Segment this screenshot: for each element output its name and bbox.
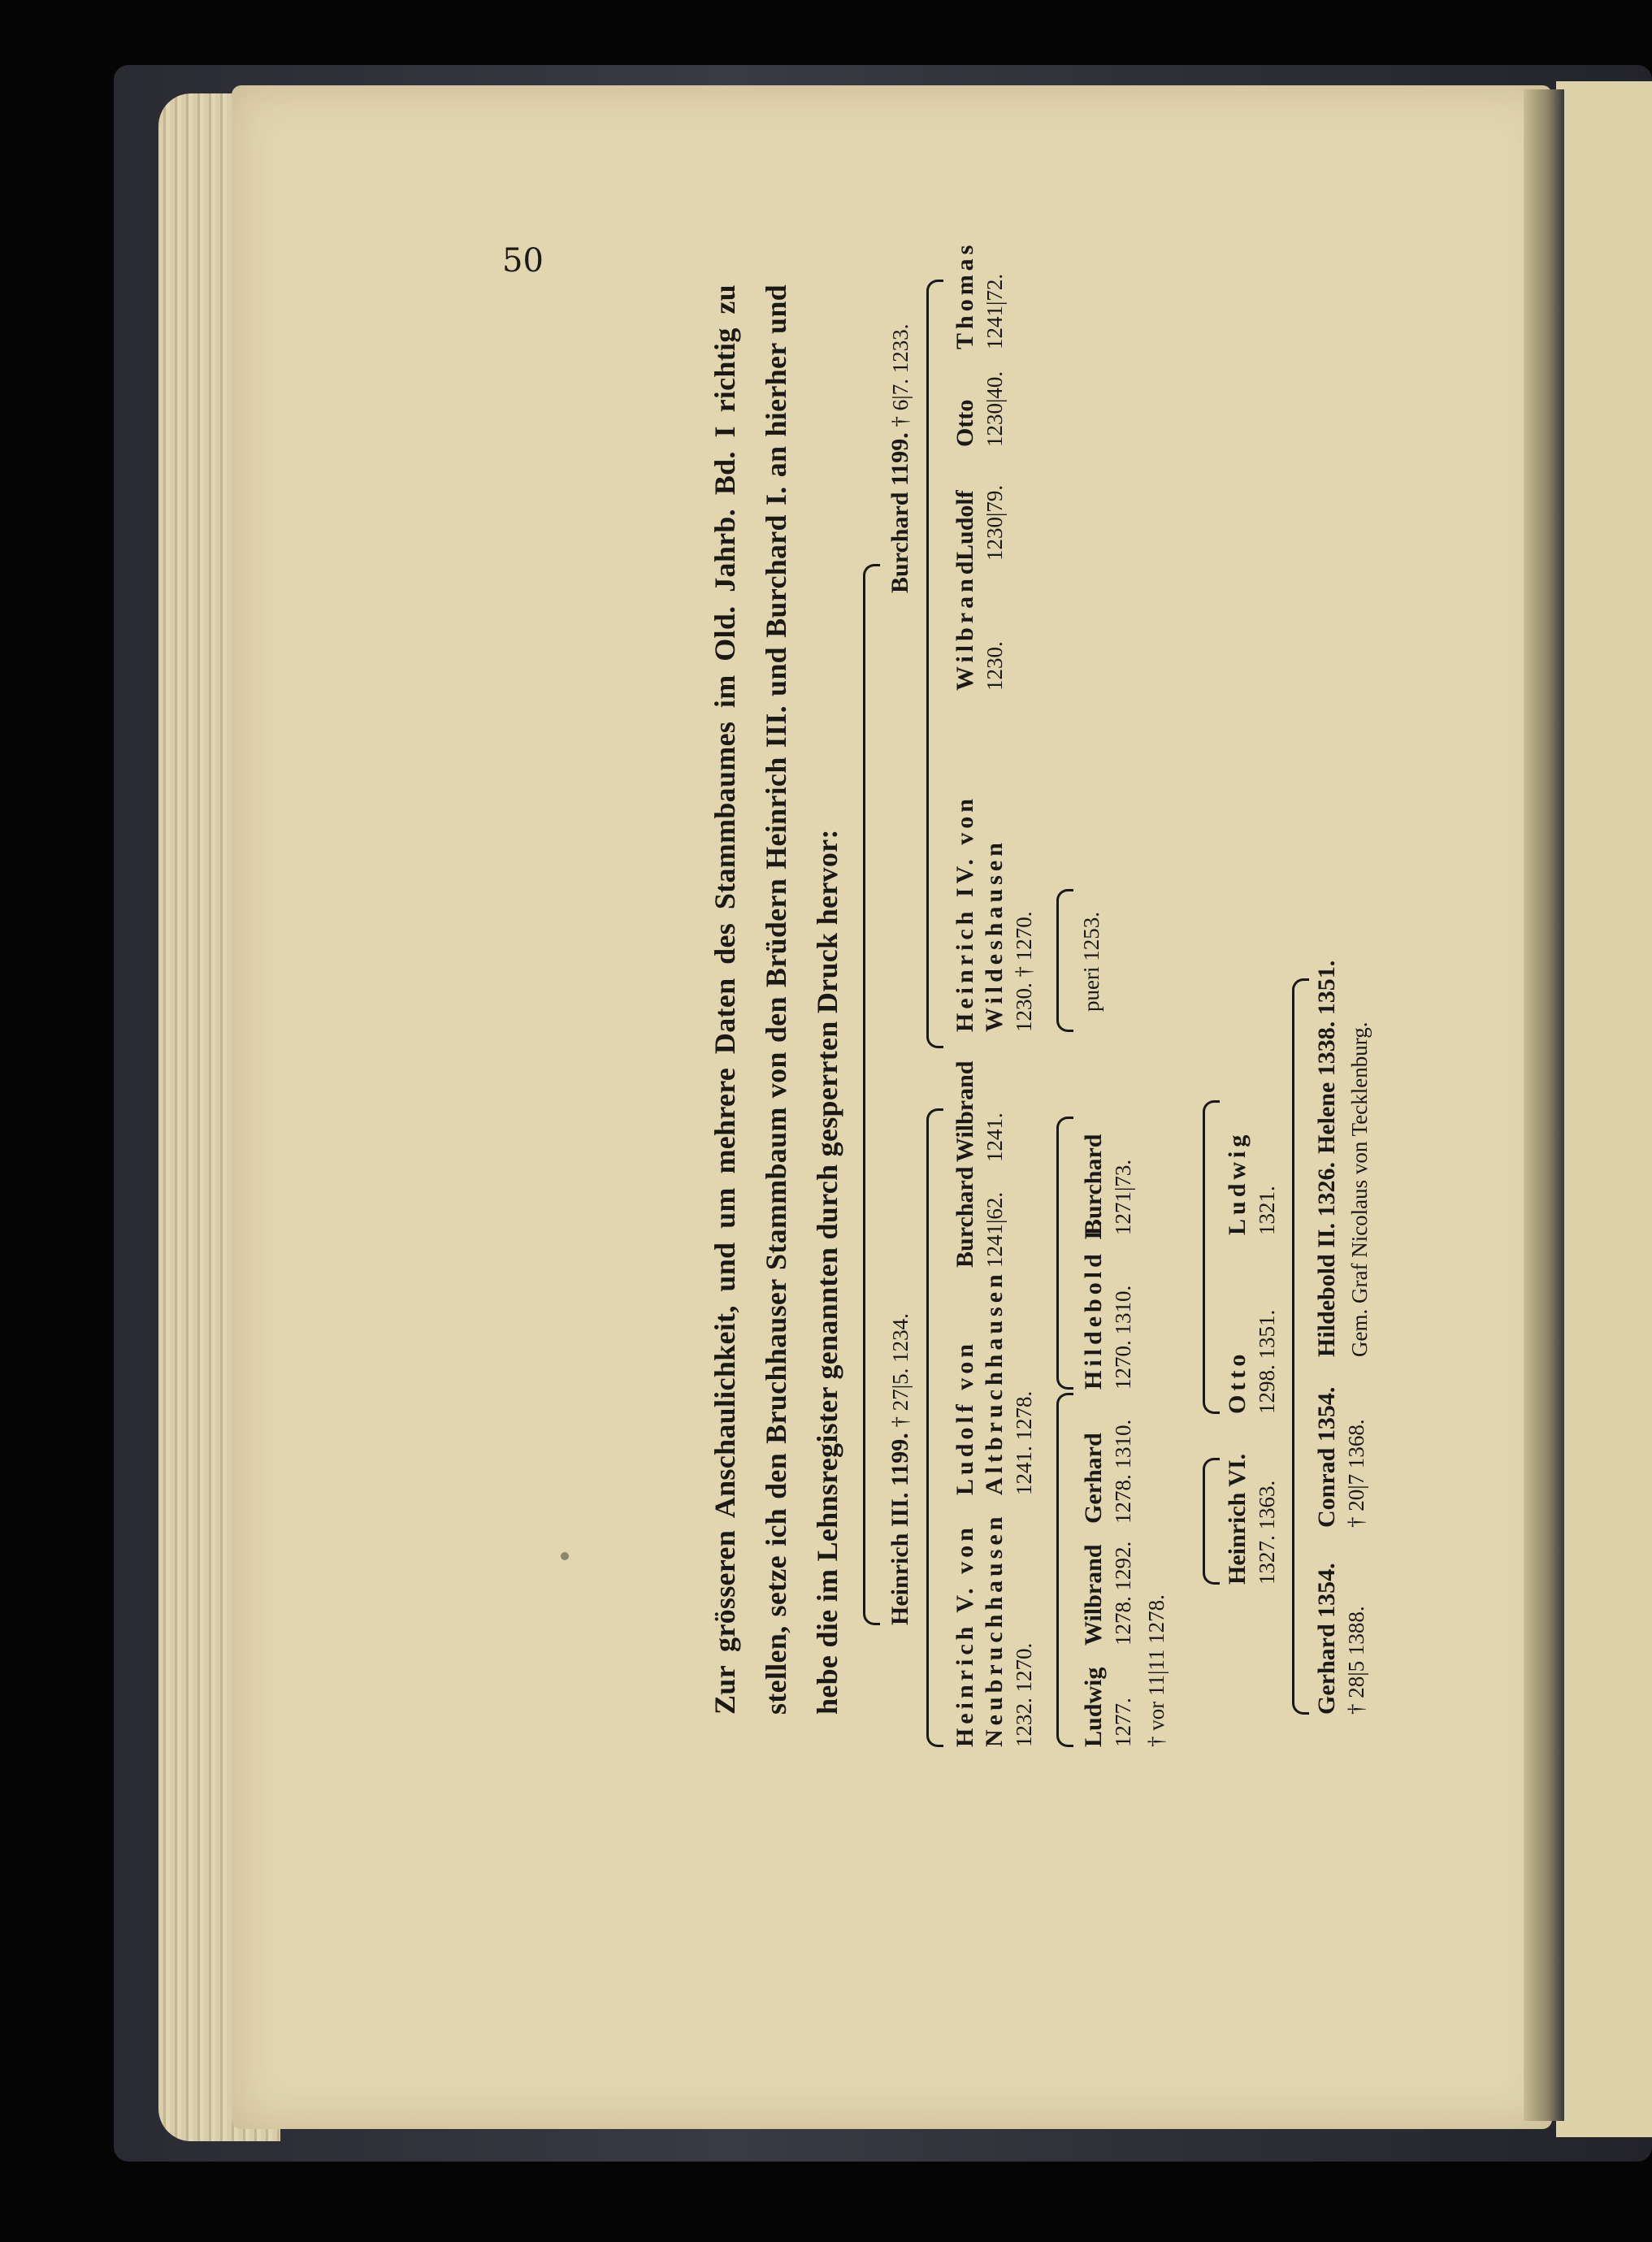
ink-smudge	[561, 1552, 569, 1560]
g3a-wilbrand: Wilbrand 1278. 1292.	[1080, 1541, 1135, 1646]
g2b-ludolf: Ludolf 1230|79.	[952, 484, 1007, 561]
g3a-ludwig: Ludwig 1277.	[1080, 1667, 1135, 1747]
g2a-wilbrand: Wilbrand 1241.	[952, 1060, 1007, 1162]
g2a-ludolf: Ludolf von Altbruchhausen 1241. 1278.	[952, 1270, 1036, 1495]
page-number: 50	[502, 242, 544, 280]
g5-helene-spouse: Gem. Graf Nicolaus von Tecklenburg.	[1347, 1021, 1372, 1357]
brace-g2b	[926, 280, 943, 1048]
g2b-otto: Otto 1230|40.	[952, 371, 1007, 447]
g3a-note: † vor 11|11 1278.	[1144, 1594, 1169, 1747]
g4a-heinrich-vi: Heinrich VI. 1327. 1363.	[1224, 1453, 1279, 1585]
brace-g5	[1292, 978, 1309, 1715]
g5-hildebold-ii: Hildebold II. 1326.	[1313, 1161, 1340, 1357]
facing-page	[1556, 81, 1652, 2137]
g3b-hildebold-i: Hildebold I. 1270. 1310.	[1080, 1216, 1135, 1390]
g5-helene: Helene 1338. 1351.	[1313, 960, 1340, 1154]
g3b-burchard: Burchard 1271|73.	[1080, 1134, 1135, 1235]
g1-burchard: Burchard 1199. † 6|7. 1233.	[887, 323, 913, 593]
brace-g3b	[1056, 1117, 1073, 1390]
brace-g4a	[1203, 1458, 1220, 1585]
g4b-otto: Otto 1298. 1351.	[1224, 1309, 1279, 1414]
brace-g3a	[1056, 1393, 1073, 1747]
g2a-burchard: Burchard 1241|62.	[952, 1166, 1007, 1268]
g3a-gerhard: Gerhard 1278. 1310.	[1080, 1419, 1135, 1524]
brace-g2a	[926, 1108, 943, 1747]
pueri-note: pueri 1253.	[1079, 912, 1104, 1012]
brace-pueri	[1056, 889, 1073, 1032]
rotated-genealogy	[650, 241, 1511, 1747]
g1-heinrich-iii: Heinrich III. 1199. † 27|5. 1234.	[887, 1313, 913, 1625]
g5-conrad: Conrad 1354. † 20|7 1368.	[1313, 1386, 1368, 1528]
g2b-heinrich-iv: Heinrich IV. von Wildeshausen 1230. † 1270.	[952, 795, 1036, 1032]
brace-g4b	[1203, 1100, 1220, 1414]
g2b-wilbrand: Wilbrand 1230.	[952, 557, 1007, 691]
book-gutter	[1524, 89, 1564, 2121]
g2a-heinrich-v: Heinrich V. von Neubruchhausen 1232. 1270.	[952, 1512, 1036, 1747]
g5-gerhard: Gerhard 1354. † 28|5 1388.	[1313, 1563, 1368, 1715]
intro-paragraph: Zur grösseren Anschaulichkeit, und um mehrere Daten des Stammbaumes im Old. Jahrb. Bd. I richtig zu stellen, setze ich den Bruchhauser Stammbaum von den Brüdern Heinrich III. und Burchard I. an hierher und hebe die im Lehnsregister genannten durch gesperrten Druck hervor:	[709, 284, 843, 1715]
brace-g1	[863, 564, 880, 1625]
g2b-thomas: Thomas 1241|72.	[952, 241, 1007, 349]
g4b-ludwig: Ludwig 1321.	[1224, 1130, 1279, 1235]
